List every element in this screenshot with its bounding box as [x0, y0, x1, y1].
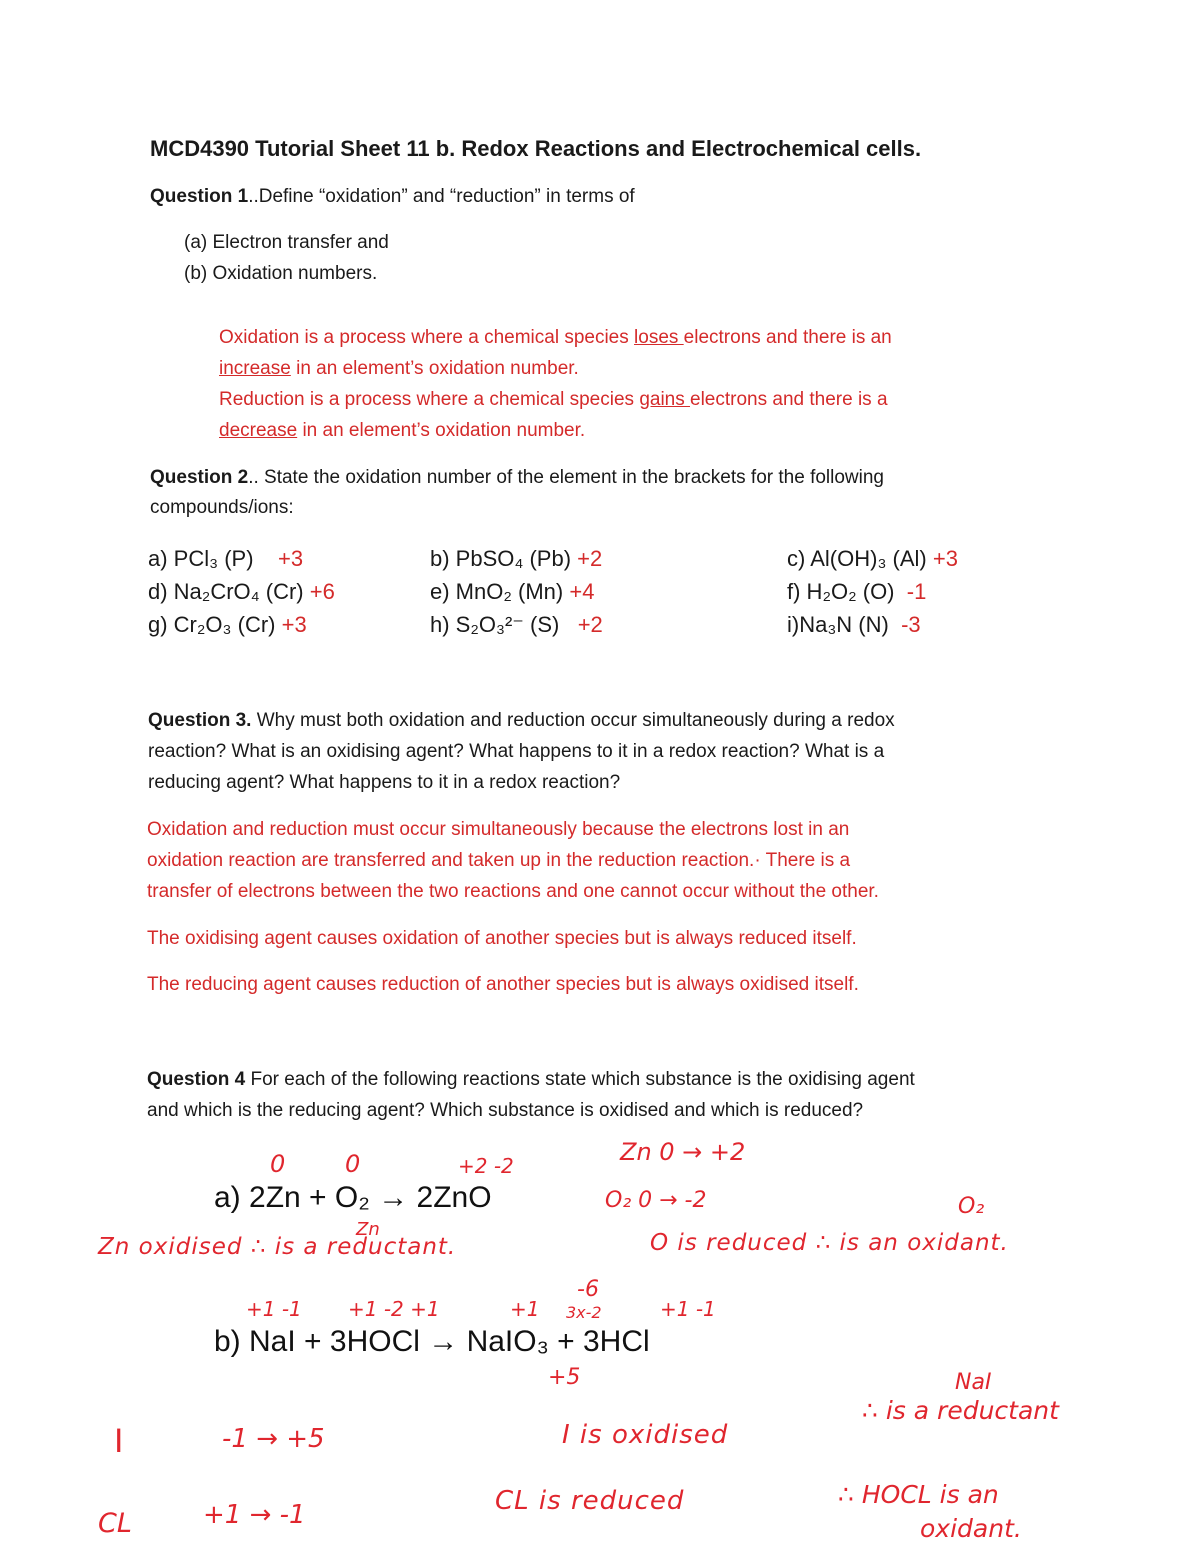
hand-nai-label: NaI	[955, 1370, 992, 1395]
hand-minus-6: -6	[577, 1277, 599, 1302]
answer-3-line-2: oxidation reaction are transferred and taken up in the reduction reaction.· There is a	[147, 850, 851, 871]
answer-text: Oxidation is a process where a chemical species	[219, 327, 635, 348]
hand-cl-label: CL	[98, 1508, 132, 1539]
answer-text: in an element’s oxidation number.	[297, 420, 586, 441]
question-2-text: .. State the oxidation number of the element in the brackets for the following	[248, 467, 885, 488]
q2-answer: +3	[932, 546, 958, 571]
question-4-line-2: and which is the reducing agent? Which substance is oxidised and which is reduced?	[147, 1100, 864, 1121]
hand-ox-zn: 0	[270, 1150, 286, 1178]
hand-reaction-a-zn: Zn oxidised ∴ is a reductant.	[98, 1234, 457, 1260]
answer-text: electrons and there is a	[690, 389, 888, 410]
q2-answer: +2	[577, 612, 603, 637]
answer-1-line-2	[219, 358, 579, 380]
question-4	[147, 1069, 915, 1091]
question-1-part-b: (b) Oxidation numbers.	[184, 263, 378, 284]
hand-reaction-a-o: O is reduced ∴ is an oxidant.	[650, 1230, 1009, 1256]
answer-text: electrons and there is an	[683, 327, 892, 348]
answer-1-line-1	[219, 327, 892, 349]
answer-1-line-3	[219, 389, 888, 411]
question-3-line-3: reducing agent? What happens to it in a redox reaction?	[148, 772, 621, 793]
underlined-word: gains	[639, 389, 691, 410]
hand-ox-io3: 3x-2	[566, 1303, 602, 1322]
hand-zn-change: Zn 0 → +2	[620, 1138, 746, 1166]
q2-question: a) PCl₃ (P)	[148, 546, 254, 571]
question-2-text-2: compounds/ions:	[150, 497, 294, 518]
q2-item-c	[787, 546, 958, 572]
hand-cl-reduced: CL is reduced	[495, 1486, 685, 1516]
q2-item-e	[430, 579, 594, 605]
question-1-text: ..Define “oxidation” and “reduction” in terms of	[248, 186, 635, 207]
question-2-label: Question 2	[150, 467, 249, 488]
hand-ox-na: +1	[510, 1297, 540, 1321]
answer-text: Reduction is a process where a chemical species	[219, 389, 640, 410]
q2-answer: +3	[277, 546, 304, 571]
hand-ox-o2: 0	[345, 1150, 361, 1178]
q2-question: d) Na₂CrO₄ (Cr)	[148, 579, 304, 604]
hand-o2-label: O₂	[958, 1194, 985, 1219]
q2-question: g) Cr₂O₃ (Cr)	[148, 612, 276, 637]
q2-item-b	[430, 546, 602, 572]
q2-answer: +2	[577, 546, 603, 571]
q2-item-d	[148, 579, 335, 605]
q2-answer: +4	[569, 579, 595, 604]
q2-item-g	[148, 612, 307, 638]
underlined-word: increase	[219, 358, 291, 379]
q2-question: i)Na₃N (N)	[787, 612, 889, 637]
hand-i-oxidised: I is oxidised	[562, 1420, 729, 1450]
q2-question: e) MnO₂ (Mn)	[430, 579, 564, 604]
q2-question: h) S₂O₃²⁻ (S)	[430, 612, 560, 637]
question-1-part-a: (a) Electron transfer and	[184, 232, 389, 253]
hand-ox-zno: +2 -2	[458, 1154, 514, 1178]
hand-ox-nai: +1 -1	[246, 1297, 302, 1321]
answer-text: in an element’s oxidation number.	[290, 358, 579, 379]
equation-b: b) NaI + 3HOCl → NaIO₃ + 3HCl	[214, 1325, 650, 1358]
underlined-word: decrease	[219, 420, 298, 441]
question-1-label: Question 1	[150, 186, 249, 207]
q2-answer: -1	[906, 579, 927, 604]
hand-plus-5: +5	[548, 1365, 581, 1390]
answer-3-line-4: The oxidising agent causes oxidation of another species but is always reduced itself.	[147, 928, 857, 949]
hand-ox-hcl: +1 -1	[660, 1297, 716, 1321]
answer-3-line-1: Oxidation and reduction must occur simultaneously because the electrons lost in an	[147, 819, 850, 840]
question-3-text: Why must both oxidation and reduction occur simultaneously during a redox	[251, 710, 895, 731]
question-3-label: Question 3.	[148, 710, 252, 731]
hand-nai-reductant: ∴ is a reductant	[862, 1396, 1059, 1425]
hand-zn-label: Zn	[356, 1219, 380, 1240]
underlined-word: loses	[634, 327, 684, 348]
hand-hocl-oxidant-2: oxidant.	[920, 1514, 1022, 1543]
q2-answer: -3	[901, 612, 921, 637]
hand-o2-change: O₂ 0 → -2	[605, 1188, 707, 1213]
answer-3-line-3: transfer of electrons between the two reactions and one cannot occur without the other.	[147, 881, 879, 902]
q2-item-f	[787, 579, 926, 605]
question-4-text: For each of the following reactions state which substance is the oxidising agent	[245, 1069, 915, 1090]
answer-1-line-4	[219, 420, 585, 442]
q2-item-a	[148, 546, 303, 572]
hand-i-label: I	[114, 1422, 124, 1460]
q2-question: f) H₂O₂ (O)	[787, 579, 895, 604]
question-3	[148, 710, 895, 732]
hand-cl-change: +1 → -1	[203, 1500, 306, 1530]
question-1	[150, 186, 635, 208]
page-title: MCD4390 Tutorial Sheet 11 b. Redox Reactions and Electrochemical cells.	[150, 136, 922, 161]
question-2	[150, 467, 884, 489]
q2-question: c) Al(OH)₃ (Al)	[787, 546, 927, 571]
hand-i-change: -1 → +5	[222, 1424, 325, 1454]
q2-item-i	[787, 612, 921, 638]
equation-a: a) 2Zn + O₂ → 2ZnO	[214, 1181, 492, 1214]
hand-hocl-oxidant: ∴ HOCL is an	[838, 1480, 999, 1509]
hand-ox-hocl: +1 -2 +1	[348, 1297, 440, 1321]
q2-question: b) PbSO₄ (Pb)	[430, 546, 572, 571]
q2-answer: +6	[309, 579, 335, 604]
question-4-label: Question 4	[147, 1069, 246, 1090]
question-3-line-2: reaction? What is an oxidising agent? What happens to it in a redox reaction? What is a	[148, 741, 885, 762]
answer-3-line-5: The reducing agent causes reduction of another species but is always oxidised itself.	[147, 974, 859, 995]
q2-item-h	[430, 612, 603, 638]
q2-answer: +3	[281, 612, 307, 637]
